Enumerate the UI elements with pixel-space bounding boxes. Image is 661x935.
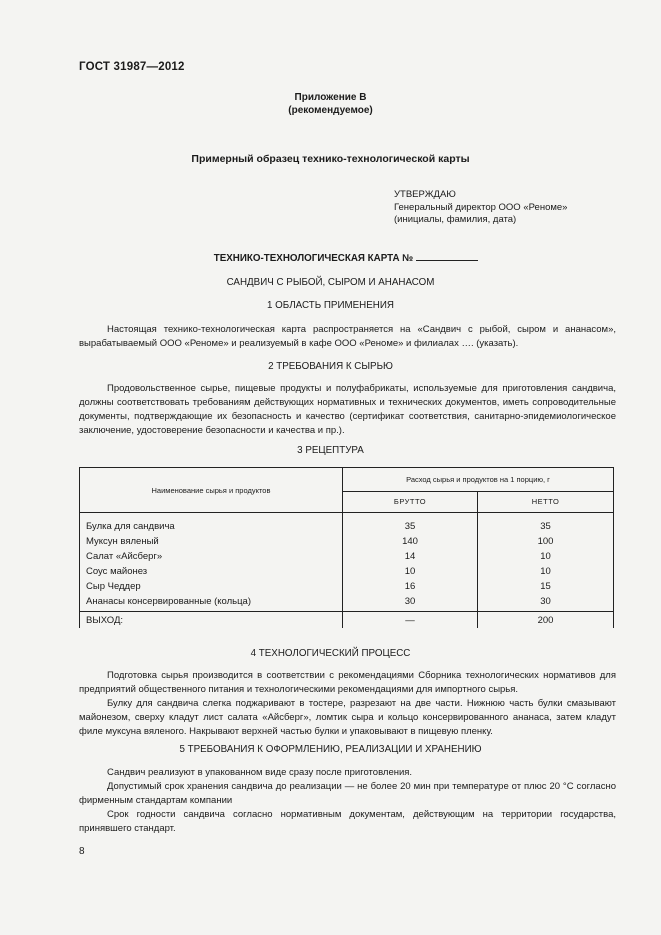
row-netto: 10 [478,564,614,579]
row-name: Муксун вяленый [80,534,343,549]
output-brutto: — [343,612,478,629]
standard-header: ГОСТ 31987—2012 [79,61,185,73]
row-netto: 35 [478,513,614,535]
section-1-text [79,323,616,351]
table-row [80,579,614,594]
col-brutto-header: БРУТТО [343,491,478,512]
table-row-output [80,612,614,629]
row-name: Сыр Чеддер [80,579,343,594]
annex-title: Приложение В [294,92,367,103]
table-row [80,549,614,564]
row-name: Ананасы консервированные (кольца) [80,594,343,612]
row-netto: 30 [478,594,614,612]
table-row [80,534,614,549]
card-number-blank [416,251,478,261]
approval-line-2: Генеральный директор ООО «Реноме» [394,201,568,213]
dish-name: САНДВИЧ С РЫБОЙ, СЫРОМ И АНАНАСОМ [226,277,435,288]
section-5-title: 5 ТРЕБОВАНИЯ К ОФОРМЛЕНИЮ, РЕАЛИЗАЦИИ И ХРАНЕНИЮ [179,744,482,755]
row-netto: 10 [478,549,614,564]
section-5-text [79,766,616,836]
section-2-title: 2 ТРЕБОВАНИЯ К СЫРЬЮ [268,361,393,372]
table-row [80,594,614,612]
col-rate-header: Расход сырья и продуктов на 1 порцию, г [343,468,614,492]
approval-line-3: (инициалы, фамилия, дата) [394,214,517,225]
section-4-title: 4 ТЕХНОЛОГИЧЕСКИЙ ПРОЦЕСС [250,648,411,659]
section-2-paragraph: Продовольственное сырье, пищевые продукты и полуфабрикаты, используемые для приготовления сандвича, должны соответствовать требованиям действующих нормативных и технических документов, иметь сопроводительные документы, подтверждающие их безопасность и качество (сертификат соответствия, санитарно-эпидемиологическое заключение, удостоверение безопасности и качества и пр.). [79,383,616,436]
approval-line-1: УТВЕРЖДАЮ [394,189,456,200]
section-4-text [79,669,616,739]
row-brutto: 14 [343,549,478,564]
col-netto-header: НЕТТО [478,491,614,512]
recipe-table [79,467,614,628]
row-name: Салат «Айсберг» [80,549,343,564]
row-brutto: 35 [343,513,478,535]
col-name-header: Наименование сырья и продуктов [80,468,343,513]
row-brutto: 16 [343,579,478,594]
approval-block [394,189,567,227]
row-name: Булка для сандвича [80,513,343,535]
row-netto: 100 [478,534,614,549]
section-2-text [79,382,616,438]
section-5-paragraph-2: Допустимый срок хранения сандвича до реализации — не более 20 мин при температуре от плюс 20 °С согласно фирменным стандартам компании [79,781,616,806]
section-4-paragraph-2: Булку для сандвича слегка поджаривают в тостере, разрезают на две части. Нижнюю часть булки смазывают майонезом, сверху кладут лист салата «Айсберг», ломтик сыра и кольцо консервированного ананаса, затем кладут филе муксуна вяленого. Накрывают верхней частью булки и упаковывают в пищевую пленку. [79,698,616,737]
table-row [80,513,614,535]
section-1-paragraph: Настоящая технико-технологическая карта распространяется на «Сандвич с рыбой, сыром и ананасом», вырабатываемый ООО «Реноме» и реализуемый в кафе ООО «Реноме» и филиалах …. (указать). [79,324,616,349]
section-5-paragraph-3: Срок годности сандвича согласно нормативным документам, действующим на территории государства, принявшего стандарт. [79,809,616,834]
row-brutto: 30 [343,594,478,612]
card-title [0,251,661,264]
section-4-paragraph-1: Подготовка сырья производится в соответствии с рекомендациями Сборника технологических нормативов для предприятий общественного питания и технологическими рекомендациями для импортного сырья. [79,670,616,695]
row-netto: 15 [478,579,614,594]
annex-heading [0,91,661,117]
card-title-text: ТЕХНИКО-ТЕХНОЛОГИЧЕСКАЯ КАРТА № [213,253,414,264]
table-row [80,564,614,579]
row-brutto: 140 [343,534,478,549]
section-1-title: 1 ОБЛАСТЬ ПРИМЕНЕНИЯ [267,300,394,311]
sample-title: Примерный образец технико-технологической карты [191,153,470,165]
output-label: ВЫХОД: [80,612,343,629]
row-brutto: 10 [343,564,478,579]
row-name: Соус майонез [80,564,343,579]
section-3-title: 3 РЕЦЕПТУРА [297,445,364,456]
annex-subtitle: (рекомендуемое) [288,105,373,116]
output-netto: 200 [478,612,614,629]
page-number: 8 [79,846,85,857]
section-5-paragraph-1: Сандвич реализуют в упакованном виде сразу после приготовления. [107,767,413,778]
